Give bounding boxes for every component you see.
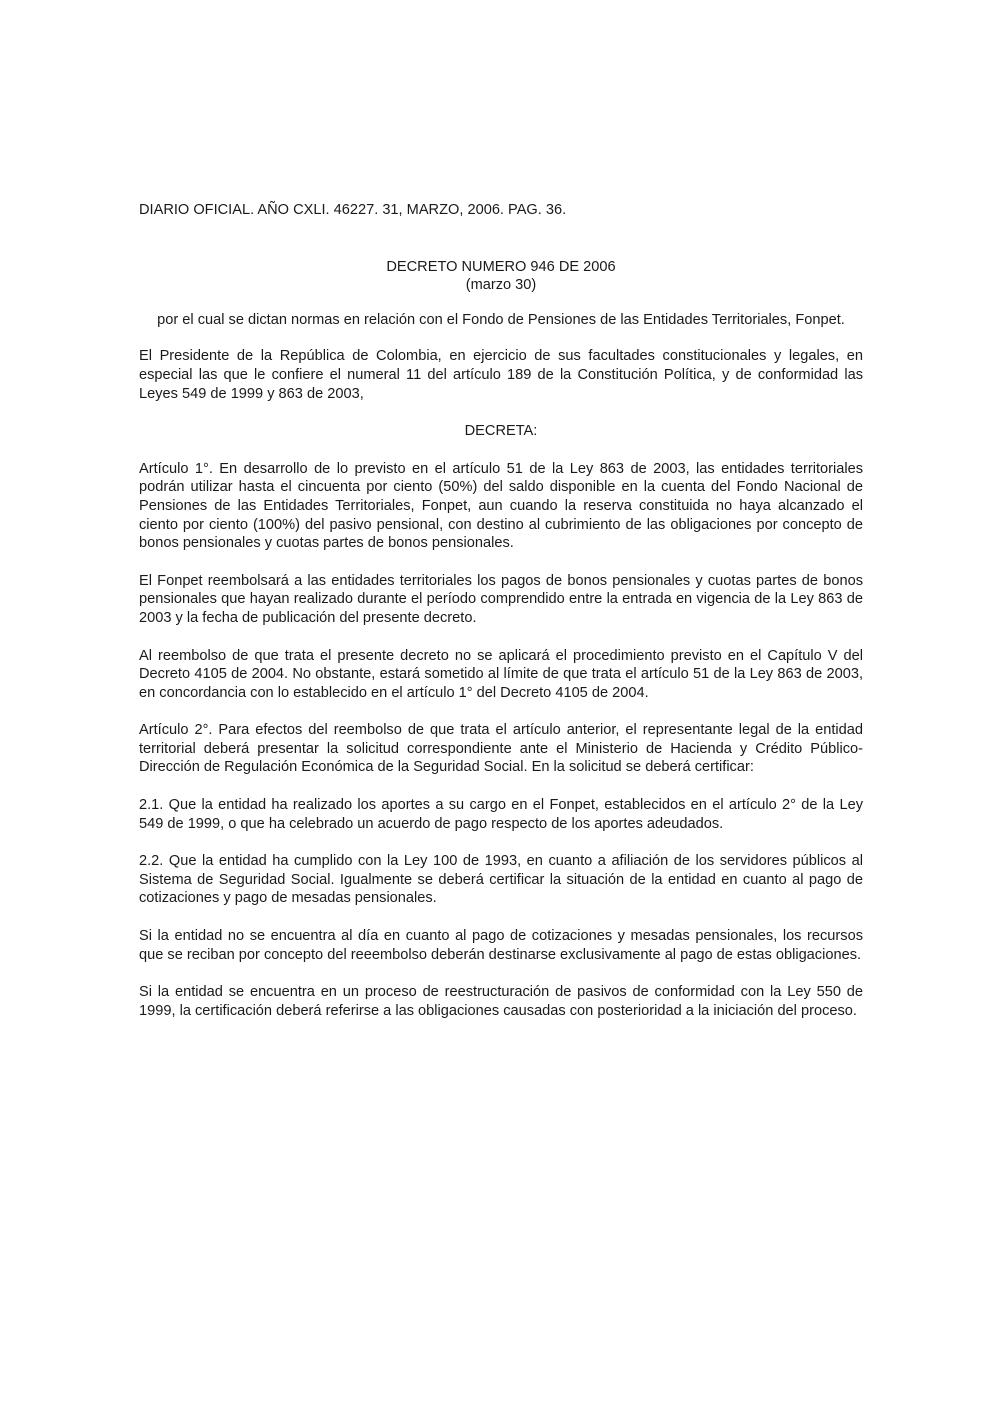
restructuring-paragraph: Si la entidad se encuentra en un proceso de reestructuración de pasivos de conformidad con la Ley 550 de 1999, la certificación deberá referirse a las obligaciones causadas con posterioridad a la iniciación del proceso. bbox=[139, 984, 863, 1019]
decree-title-block bbox=[139, 258, 863, 295]
preamble: El Presidente de la República de Colombia, en ejercicio de sus facultades constitucionales y legales, en especial las que le confiere el numeral 11 del artículo 189 de la Constitución Política, y de conformidad las Leyes 549 de 1999 y 863 de 2003, bbox=[139, 348, 863, 402]
decree-subtitle: por el cual se dictan normas en relación con el Fondo de Pensiones de las Entidades Territoriales, Fonpet. bbox=[157, 311, 845, 328]
item-2-1-paragraph: 2.1. Que la entidad ha realizado los aportes a su cargo en el Fonpet, establecidos en el artículo 2° de la Ley 549 de 1999, o que ha celebrado un acuerdo de pago respecto de los aportes adeudados. bbox=[139, 797, 863, 832]
procedure-paragraph: Al reembolso de que trata el presente decreto no se aplicará el procedimiento previsto en el Capítulo V del Decreto 4105 de 2004. No obstante, estará sometido al límite de que trata el artículo 51 de la Ley 863 de 2003, en concordancia con lo establecido en el artículo 1° del Decreto 4105 de 2004. bbox=[139, 647, 863, 701]
decree-title: DECRETO NUMERO 946 DE 2006 bbox=[386, 258, 616, 275]
item-2-2-paragraph: 2.2. Que la entidad ha cumplido con la Ley 100 de 1993, en cuanto a afiliación de los servidores públicos al Sistema de Seguridad Social. Igualmente se deberá certificar la situación de la entidad en cuanto al pago de cotizaciones y pago de mesadas pensionales. bbox=[139, 853, 863, 907]
article-2-paragraph: Artículo 2°. Para efectos del reembolso de que trata el artículo anterior, el representante legal de la entidad territorial deberá presentar la solicitud correspondiente ante el Ministerio de Hacienda y Crédito Público-Dirección de Regulación Económica de la Seguridad Social. En la solicitud se deberá certificar: bbox=[139, 722, 863, 776]
article-1-paragraph: Artículo 1°. En desarrollo de lo previsto en el artículo 51 de la Ley 863 de 2003, las entidades territoriales podrán utilizar hasta el cincuenta por ciento (50%) del saldo disponible en la cuenta del Fondo Nacional de Pensiones de las Entidades Territoriales, Fonpet, aun cuando la reserva constituida no haya alcanzado el ciento por ciento (100%) del pasivo pensional, con destino al cubrimiento de las obligaciones por concepto de bonos pensionales y cuotas partes de bonos pensionales. bbox=[139, 460, 863, 552]
document-page bbox=[139, 201, 863, 1039]
decreta-heading: DECRETA: bbox=[464, 423, 538, 440]
reimbursement-paragraph: El Fonpet reembolsará a las entidades territoriales los pagos de bonos pensionales y cuotas partes de bonos pensionales que hayan realizado durante el período comprendido entre la entrada en vigencia de la Ley 863 de 2003 y la fecha de publicación del presente decreto. bbox=[139, 572, 863, 626]
payment-status-paragraph: Si la entidad no se encuentra al día en cuanto al pago de cotizaciones y mesadas pensionales, los recursos que se reciban por concepto del reeembolso deberán destinarse exclusivamente al pago de estas obligaciones. bbox=[139, 928, 863, 963]
gazette-header: DIARIO OFICIAL. AÑO CXLI. 46227. 31, MARZO, 2006. PAG. 36. bbox=[139, 202, 567, 218]
decree-date: (marzo 30) bbox=[465, 277, 537, 294]
